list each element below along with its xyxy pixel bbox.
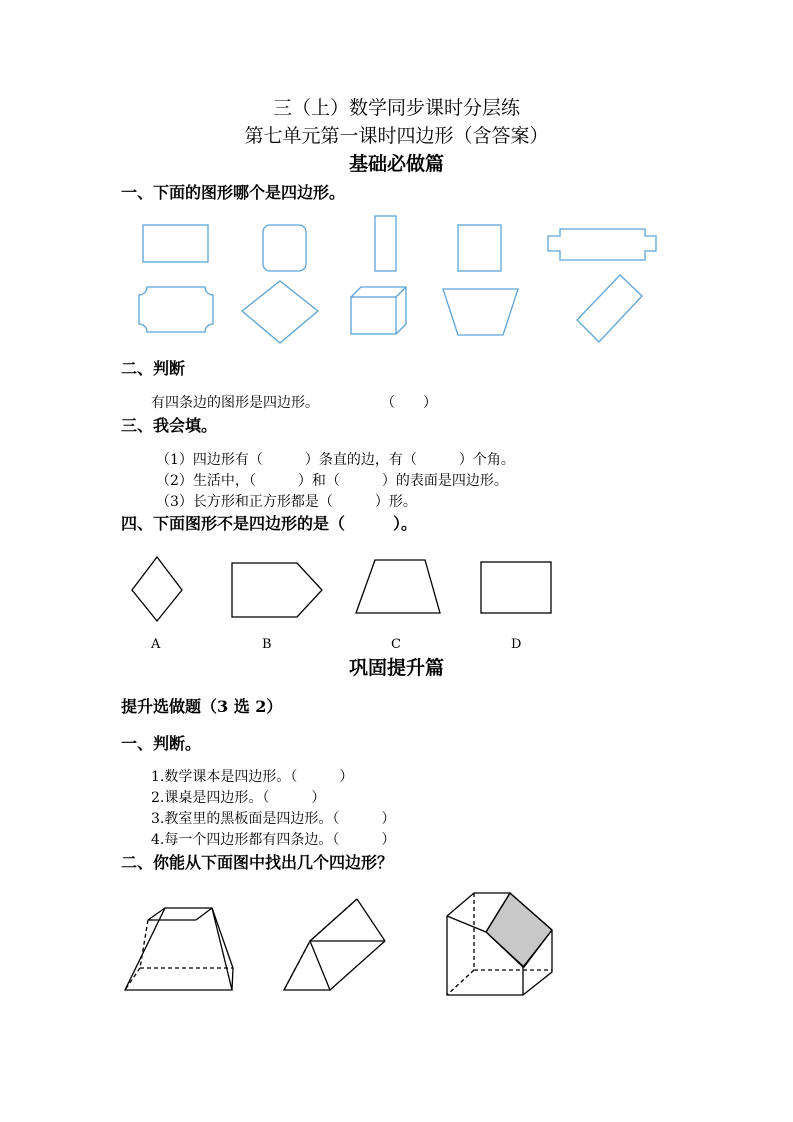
question-3-item-2: （2）生活中，（ ）和（ ）的表面是四边形。	[156, 473, 508, 489]
question-1-title: 一、下面的图形哪个是四边形。	[121, 183, 346, 202]
question-3-item-3: （3）长方形和正方形都是（ ）形。	[156, 494, 417, 510]
page-subtitle: 第七单元第一课时四边形（含答案）	[244, 125, 549, 147]
question-3-item-1: （1）四边形有（ ）条直的边，有（ ）个角。	[156, 452, 515, 468]
section-heading-basic: 基础必做篇	[348, 153, 444, 175]
advanced-judgement-4: 4.每一个四边形都有四条边。（ ）	[151, 832, 396, 848]
choice-label-c: C	[391, 637, 401, 652]
advanced-judgement-2: 2.课桌是四边形。（ ）	[151, 790, 326, 806]
question-3-title: 三、我会填。	[121, 416, 218, 435]
section-heading-advanced: 巩固提升篇	[348, 657, 444, 679]
advanced-question-1-title: 一、判断。	[121, 734, 202, 753]
advanced-judgement-1: 1.数学课本是四边形。（ ）	[151, 769, 354, 785]
cube-with-roof-solid	[447, 893, 552, 995]
question-2-statement: 有四条边的图形是四边形。	[151, 395, 319, 411]
advanced-judgement-3: 3.教室里的黑板面是四边形。（ ）	[151, 811, 396, 827]
triangular-prism-solid	[284, 899, 385, 990]
question-4-title: 四、下面图形不是四边形的是（ ）。	[121, 514, 418, 533]
advanced-subtitle: 提升选做题（3 选 2）	[121, 697, 283, 716]
advanced-question-2-title: 二、你能从下面图中找出几个四边形？	[121, 853, 394, 872]
question-2-answer-blank[interactable]: （ ）	[381, 395, 437, 411]
frustum-solid	[125, 908, 233, 990]
choice-label-d: D	[511, 637, 522, 652]
choice-label-b: B	[262, 637, 272, 652]
choice-label-a: A	[151, 637, 161, 652]
page-title: 三（上）数学同步课时分层练	[272, 97, 520, 119]
question-2-title: 二、判断	[121, 359, 186, 378]
shaded-roof-face	[486, 893, 552, 967]
